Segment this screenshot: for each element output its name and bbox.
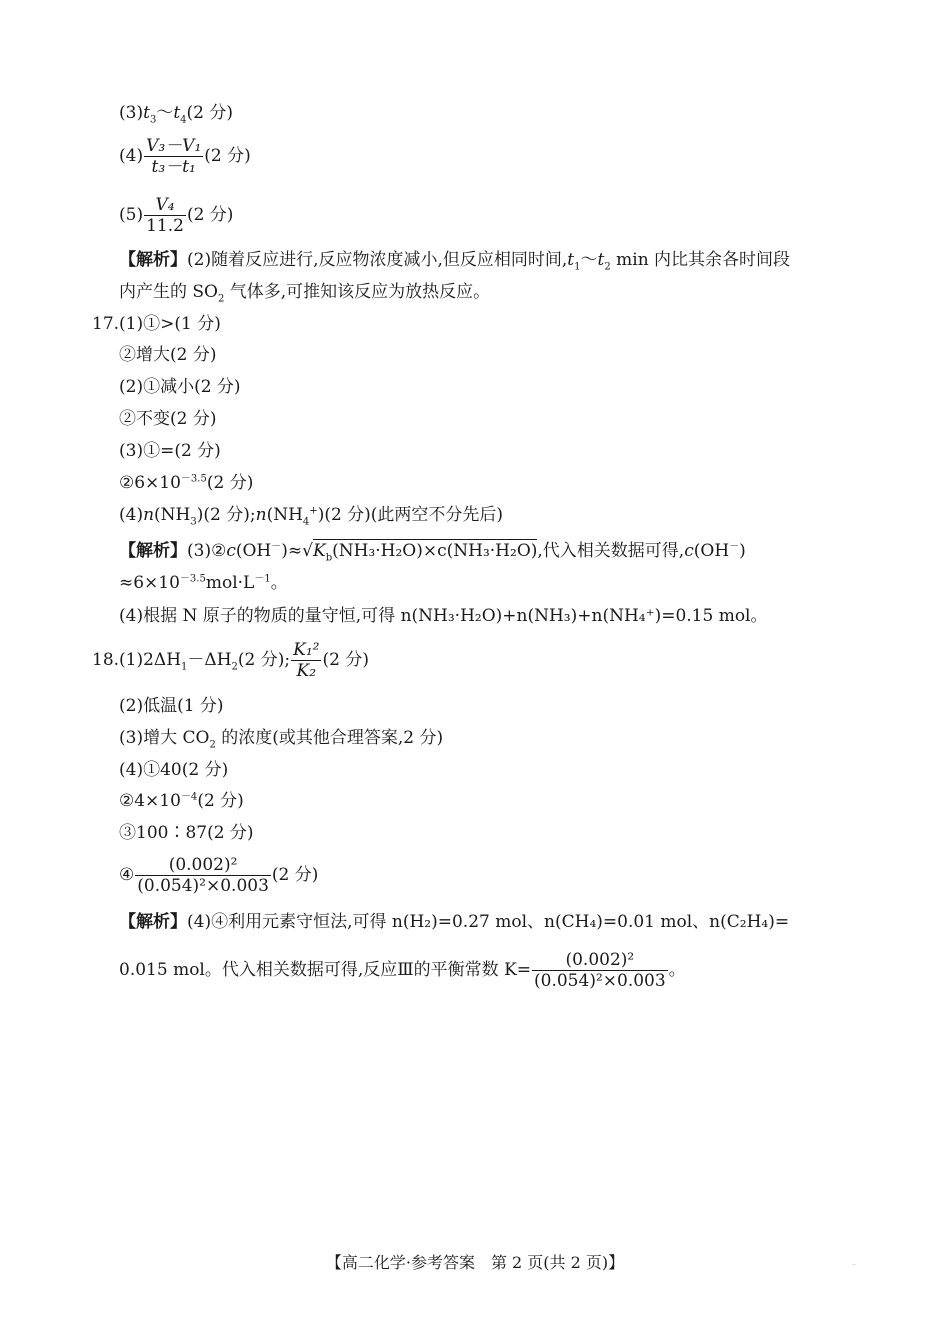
q17-line6: $②6\times 10^{-3.5}(2$ 分) [119, 473, 254, 493]
q17-analysis-line1: 【解析】$(3)②c(OH^-)\approx√K_b(NH_3\cdot H_2O)\times c(NH_3\cdot H_2O)$,代入相关数据可得,c(OH－) [119, 541, 746, 564]
q16-analysis-line1: 【解析】(2)随着反应进行,反应物浓度减小,但反应相同时间$,t_1\sim t_2$ min 内比其余各时间段 [119, 250, 791, 273]
q16-analysis-line2: 内产生的 $SO_2$ 气体多,可推知该反应为放热反应。 [119, 282, 491, 305]
q18-line7: ④ $\frac{\text{(0.002)²}}{\text{(0.054)²×0.003}}$ (2 分) [119, 855, 319, 896]
fraction: $\frac{\text{(0.002)²}}{\text{(0.054)²×0.003}}$ [137, 855, 269, 896]
q16-part4: (4) $\frac{\text{V₃－V₁}}{\text{t₃－t₁}}$ (2 分) [119, 136, 251, 177]
q18-line2: (2)低温(1 分) [119, 696, 224, 716]
q18-line6: ③100∶87(2 分) [119, 823, 254, 843]
q17-line4: ②不变(2 分) [119, 409, 217, 429]
q17-line7: $(4)n(NH_3)(2$ 分)$;n(NH_4^+)(2$ 分)(此两空不分先后) [119, 505, 504, 528]
fraction: $\frac{\text{V₃－V₁}}{\text{t₃－t₁}}$ [146, 136, 202, 177]
q16-part3: $(3)t_3\sim t_4(2$ 分) [119, 103, 234, 126]
q17-line1: 17.(1)①>(1 分) [92, 314, 221, 334]
q18-line1: $18.(1)2\Delta H_1-\Delta H_2(2$ 分); $\frac{\text{K₁²}}{\text{K₂}}$ (2 分) [92, 640, 369, 681]
decorative-mark: ·· [852, 1262, 856, 1269]
page-footer: 【高二化学·参考答案 第 2 页(共 2 页)】 [325, 1253, 625, 1272]
q17-analysis-line3: (4)根据 N 原子的物质的量守恒,可得 n(NH₃·H₂O)+n(NH₃)+n(NH₄⁺)=0.15 mol。 [119, 606, 768, 626]
q17-line3: (2)①减小(2 分) [119, 377, 241, 397]
fraction: $\frac{\text{V₄}}{11.2}$ [146, 195, 184, 236]
q18-line3: (3)增大 $CO_2$ 的浓度(或其他合理答案,2 分) [119, 728, 444, 751]
q18-line4: (4)①40(2 分) [119, 760, 229, 780]
q17-analysis-line2: $\approx 6\times 10^{-3.5}mol\cdot L^{-1}$。 [119, 573, 288, 593]
q18-analysis-line2: 0.015 mol。代入相关数据可得,反应Ⅲ的平衡常数 K= $\frac{\text{(0.002)²}}{\text{(0.054)²×0.003}}$ 。 [119, 950, 686, 991]
q16-part5: (5) $\frac{\text{V₄}}{11.2}$ (2 分) [119, 195, 234, 236]
q18-line5: $②4\times 10^{-4}(2$ 分) [119, 791, 244, 811]
fraction: $\frac{\text{K₁²}}{\text{K₂}}$ [293, 640, 320, 681]
q18-analysis-line1: 【解析】(4)④利用元素守恒法,可得 n(H₂)=0.27 mol、n(CH₄)=0.01 mol、n(C₂H₄)= [119, 912, 790, 932]
fraction: $\frac{\text{(0.002)²}}{\text{(0.054)²×0.003}}$ [534, 950, 666, 991]
q17-line2: ②增大(2 分) [119, 345, 217, 365]
sqrt-expression: $K_b(NH_3\cdot H_2O)\times c(NH_3\cdot H_2O)$ [313, 541, 538, 564]
q17-line5: (3)①=(2 分) [119, 441, 221, 461]
